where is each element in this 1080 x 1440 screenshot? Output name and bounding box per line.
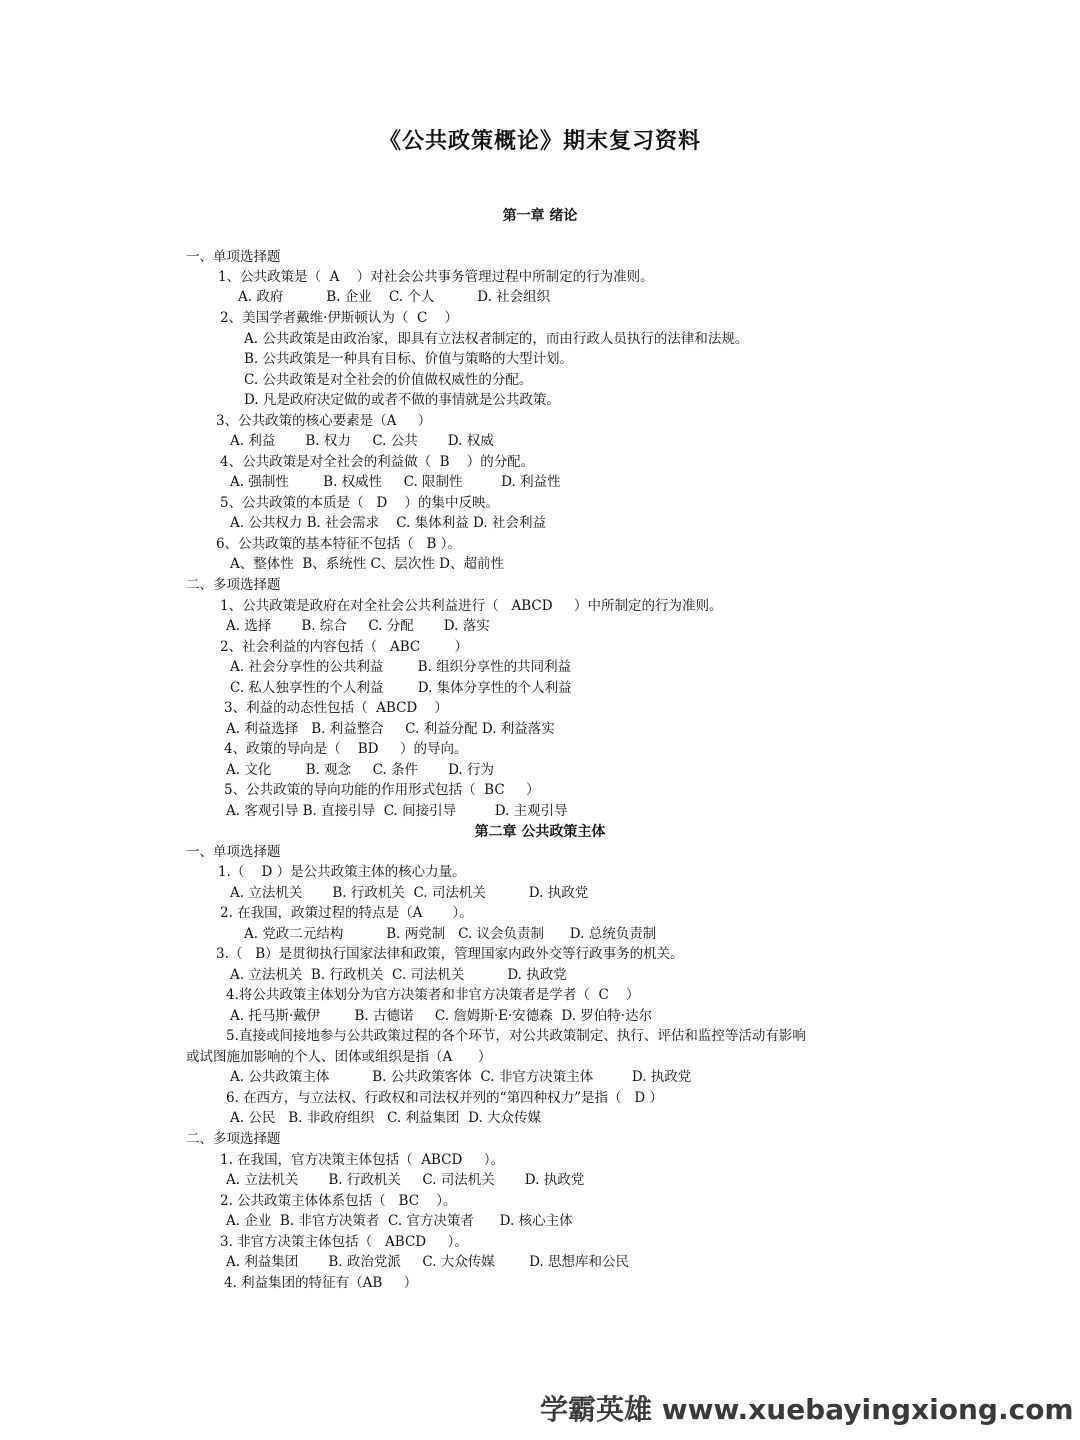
- section-heading: 一、单项选择题: [186, 249, 281, 265]
- question: 4. 利益集团的特征有（AB ）: [224, 1275, 418, 1291]
- options: A. 公共政策主体 B. 公共政策客体 C. 非官方决策主体 D. 执政党: [230, 1069, 692, 1085]
- question: 4、公共政策是对全社会的利益做（ B ）的分配。: [220, 454, 535, 470]
- option: A. 公共政策是由政治家，即具有立法权者制定的，而由行政人员执行的法律和法规。: [244, 331, 749, 347]
- options: A. 文化 B. 观念 C. 条件 D. 行为: [226, 762, 495, 778]
- section-heading: 二、多项选择题: [186, 1131, 281, 1147]
- options: A. 立法机关 B. 行政机关 C. 司法机关 D. 执政党: [226, 1172, 585, 1188]
- question: 3. 非官方决策主体包括（ ABCD ）。: [220, 1234, 468, 1250]
- question: 2、美国学者戴维·伊斯顿认为（ C ）: [220, 310, 458, 326]
- question: 1.（ D ）是公共政策主体的核心力量。: [218, 864, 466, 880]
- question: 2. 在我国，政策过程的特点是（A ）。: [220, 905, 473, 921]
- document-title: 《公共政策概论》期末复习资料: [378, 128, 701, 154]
- options: A. 社会分享性的公共利益 B. 组织分享性的共同利益: [230, 659, 572, 675]
- options: A. 选择 B. 综合 C. 分配 D. 落实: [226, 618, 490, 634]
- option: B. 公共政策是一种具有目标、价值与策略的大型计划。: [244, 351, 574, 367]
- options: C. 私人独享性的个人利益 D. 集体分享性的个人利益: [230, 680, 572, 696]
- question: 3、公共政策的核心要素是（A ）: [216, 413, 432, 429]
- option: C. 公共政策是对全社会的价值做权威性的分配。: [244, 372, 533, 388]
- question: 5.直接或间接地参与公共政策过程的各个环节，对公共政策制定、执行、评估和监控等活动有影响: [226, 1028, 806, 1044]
- section-heading: 一、单项选择题: [186, 844, 281, 860]
- options: A. 公共权力 B. 社会需求 C. 集体利益 D. 社会利益: [230, 515, 546, 531]
- question: 5、公共政策的导向功能的作用形式包括（ BC ）: [224, 782, 540, 798]
- question: 5、公共政策的本质是（ D ）的集中反映。: [220, 495, 499, 511]
- question: 6. 在西方，与立法权、行政权和司法权并列的“第四种权力”是指（ D ）: [226, 1090, 663, 1106]
- question: 1、公共政策是（ A ）对社会公共事务管理过程中所制定的行为准则。: [218, 269, 654, 285]
- watermark-text: 学霸英雄 www.xuebayingxiong.com: [540, 1393, 1074, 1426]
- options: A. 公民 B. 非政府组织 C. 利益集团 D. 大众传媒: [230, 1110, 542, 1126]
- options: A. 立法机关 B. 行政机关 C. 司法机关 D. 执政党: [230, 885, 589, 901]
- question: 2. 公共政策主体体系包括（ BC ）。: [220, 1193, 457, 1209]
- options: A. 利益选择 B. 利益整合 C. 利益分配 D. 利益落实: [226, 721, 555, 737]
- options: A. 党政二元结构 B. 两党制 C. 议会负责制 D. 总统负责制: [244, 926, 657, 942]
- section-heading: 二、多项选择题: [186, 577, 281, 593]
- question: 3.（ B）是贯彻执行国家法律和政策，管理国家内政外交等行政事务的机关。: [216, 946, 684, 962]
- question: 1. 在我国，官方决策主体包括（ ABCD ）。: [220, 1152, 505, 1168]
- question: 6、公共政策的基本特征不包括（ B ）。: [216, 536, 461, 552]
- question: 4.将公共政策主体划分为官方决策者和非官方决策者是学者（ C ）: [226, 987, 640, 1003]
- options: A. 托马斯·戴伊 B. 古德诺 C. 詹姆斯·E·安德森 D. 罗伯特·达尔: [230, 1008, 653, 1024]
- question: 3、利益的动态性包括（ ABCD ）: [224, 700, 448, 716]
- chapter-2-heading: 第二章 公共政策主体: [474, 824, 606, 840]
- options: A、整体性 B、系统性 C、层次性 D、超前性: [230, 556, 504, 572]
- question: 2、社会利益的内容包括（ ABC ）: [220, 639, 469, 655]
- option: D. 凡是政府决定做的或者不做的事情就是公共政策。: [244, 392, 560, 408]
- chapter-1-heading: 第一章 绪论: [502, 208, 578, 224]
- options: A. 政府 B. 企业 C. 个人 D. 社会组织: [238, 289, 551, 305]
- question: 或试图施加影响的个人、团体或组织是指（A ）: [186, 1049, 492, 1065]
- options: A. 立法机关 B. 行政机关 C. 司法机关 D. 执政党: [230, 967, 567, 983]
- question: 4、政策的导向是（ BD ）的导向。: [224, 741, 468, 757]
- question: 1、公共政策是政府在对全社会公共利益进行（ ABCD ）中所制定的行为准则。: [220, 598, 723, 614]
- options: A. 强制性 B. 权威性 C. 限制性 D. 利益性: [230, 474, 561, 490]
- options: A. 利益 B. 权力 C. 公共 D. 权威: [230, 433, 494, 449]
- options: A. 企业 B. 非官方决策者 C. 官方决策者 D. 核心主体: [226, 1213, 573, 1229]
- options: A. 利益集团 B. 政治党派 C. 大众传媒 D. 思想库和公民: [226, 1254, 630, 1270]
- options: A. 客观引导 B. 直接引导 C. 间接引导 D. 主观引导: [226, 803, 568, 819]
